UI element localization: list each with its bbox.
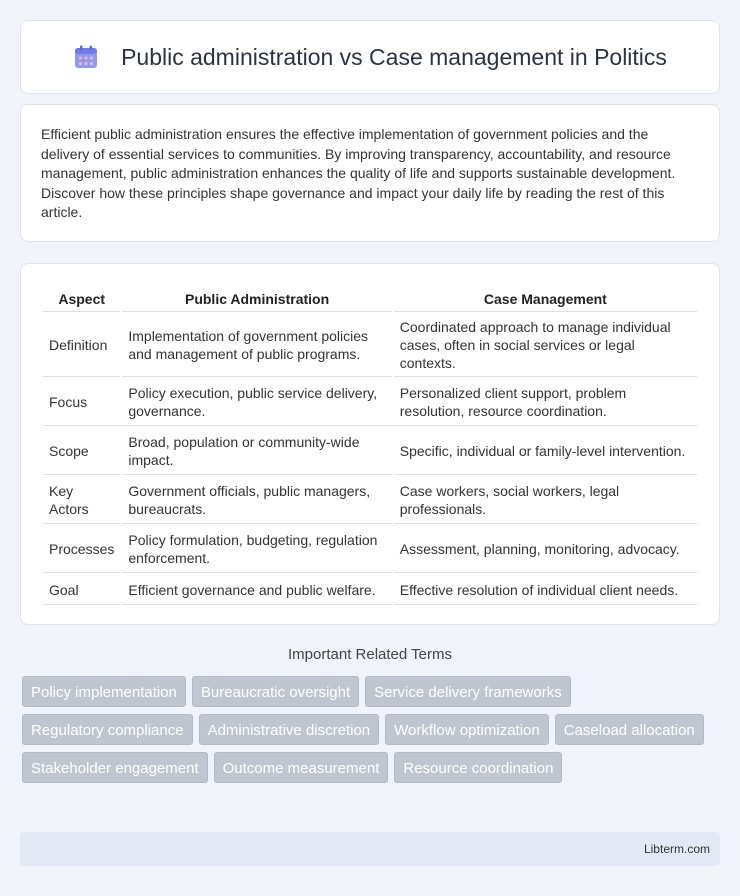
table-row — [43, 575, 697, 605]
aspect-cell: Processes — [43, 526, 120, 573]
intro-text: Efficient public administration ensures the effective implementation of government policies and the delivery of essential services to communities. By improving transparency, accountability, and resource management, public administration enhances the quality of life and supports sustainable development. Discover how these principles shape governance and impact your daily life by reading the rest of this article. — [41, 126, 676, 221]
public-administration-cell: Broad, population or community-wide impact. — [122, 428, 391, 475]
page-title: Public administration vs Case management in Politics — [121, 43, 667, 70]
table-header-row — [43, 286, 697, 312]
table-row — [43, 526, 697, 573]
case-management-cell: Specific, individual or family-level intervention. — [394, 428, 697, 475]
related-terms-title: Important Related Terms — [288, 646, 452, 663]
table-row — [43, 314, 697, 377]
public-administration-cell: Government officials, public managers, bureaucrats. — [122, 477, 391, 524]
related-term-tag[interactable]: Service delivery frameworks — [365, 676, 571, 707]
aspect-cell: Goal — [43, 575, 120, 605]
public-administration-cell: Efficient governance and public welfare. — [122, 575, 391, 605]
comparison-table — [41, 284, 699, 607]
title-card — [20, 20, 720, 94]
intro-card — [20, 104, 720, 242]
related-term-tag[interactable]: Stakeholder engagement — [22, 752, 208, 783]
related-term-tag[interactable]: Policy implementation — [22, 676, 186, 707]
calendar-icon — [73, 44, 99, 70]
case-management-cell: Assessment, planning, monitoring, advocacy. — [394, 526, 697, 573]
related-term-tag[interactable]: Caseload allocation — [555, 714, 704, 745]
aspect-cell: Key Actors — [43, 477, 120, 524]
header-public-administration: Public Administration — [122, 286, 391, 312]
public-administration-cell: Policy execution, public service delivery, governance. — [122, 379, 391, 426]
case-management-cell: Effective resolution of individual client needs. — [394, 575, 697, 605]
case-management-cell: Personalized client support, problem resolution, resource coordination. — [394, 379, 697, 426]
table-row — [43, 428, 697, 475]
table-row — [43, 379, 697, 426]
related-terms-list — [22, 676, 712, 783]
aspect-cell: Definition — [43, 314, 120, 377]
related-term-tag[interactable]: Workflow optimization — [385, 714, 549, 745]
related-term-tag[interactable]: Resource coordination — [394, 752, 562, 783]
public-administration-cell: Policy formulation, budgeting, regulation enforcement. — [122, 526, 391, 573]
related-term-tag[interactable]: Regulatory compliance — [22, 714, 193, 745]
comparison-card — [20, 263, 720, 625]
related-term-tag[interactable]: Bureaucratic oversight — [192, 676, 359, 707]
case-management-cell: Case workers, social workers, legal professionals. — [394, 477, 697, 524]
related-term-tag[interactable]: Outcome measurement — [214, 752, 389, 783]
footer — [20, 832, 720, 866]
case-management-cell: Coordinated approach to manage individual cases, often in social services or legal contexts. — [394, 314, 697, 377]
header-case-management: Case Management — [394, 286, 697, 312]
table-row — [43, 477, 697, 524]
public-administration-cell: Implementation of government policies and management of public programs. — [122, 314, 391, 377]
footer-site-link[interactable]: Libterm.com — [643, 842, 710, 856]
aspect-cell: Scope — [43, 428, 120, 475]
aspect-cell: Focus — [43, 379, 120, 426]
header-aspect: Aspect — [43, 286, 120, 312]
related-term-tag[interactable]: Administrative discretion — [199, 714, 380, 745]
